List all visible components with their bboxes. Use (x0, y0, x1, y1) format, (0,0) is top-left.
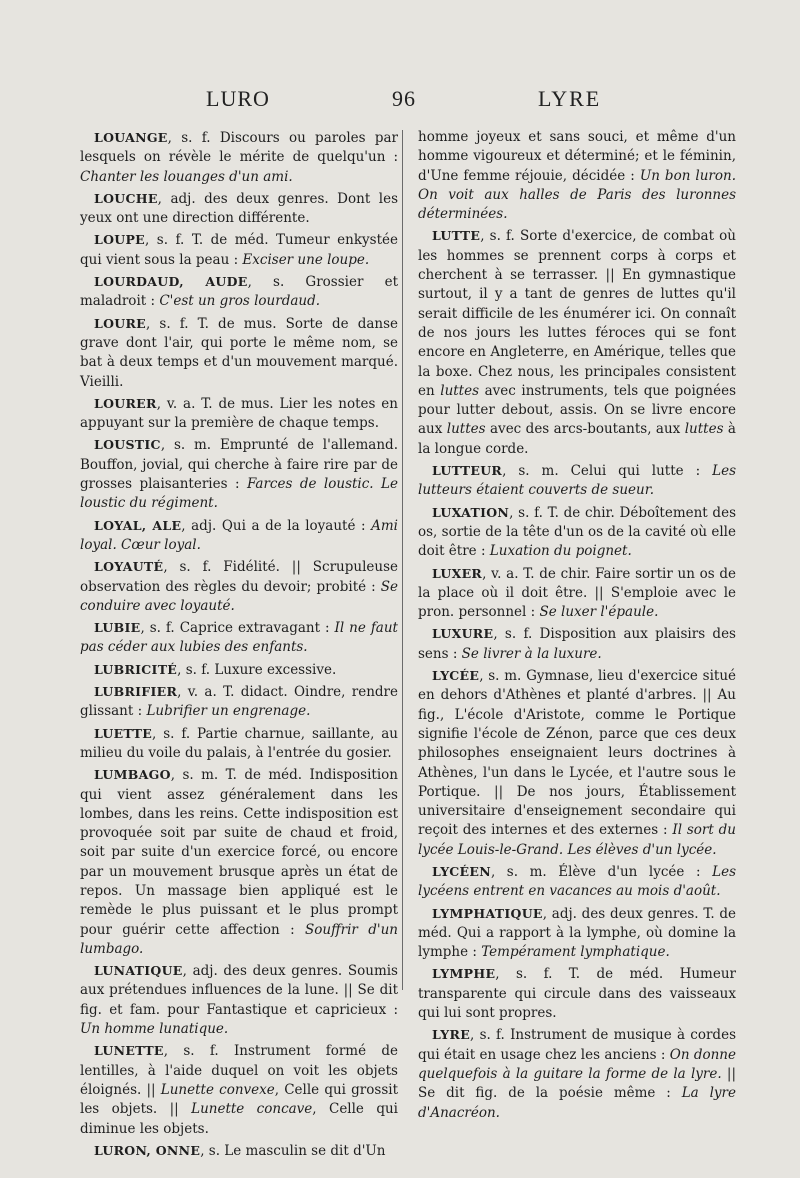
entry-definition: , s. f. Caprice extravagant : (140, 620, 335, 637)
entry-example: Tempérament lymphatique. (481, 944, 670, 961)
entry-headword: LOUCHE (94, 190, 158, 206)
entry-definition: , s. f. Instrument formé de lentilles, à l'aide duquel on voit les objets éloignés. || (80, 1043, 398, 1098)
entry-definition: , adj. des deux genres. Dont les yeux ont une direction différente. (80, 190, 398, 227)
continued-example: Un bon luron. On voit aux halles de Paris des luronnes déterminées. (418, 167, 736, 223)
dictionary-entry (418, 503, 736, 562)
dictionary-entry (80, 516, 398, 556)
entry-definition: , adj. Qui a de la loyauté : (181, 517, 372, 534)
dictionary-entry (418, 226, 736, 459)
dictionary-entry (80, 1041, 398, 1138)
entry-definition: , Celle qui diminue les objets. (80, 1101, 398, 1137)
entry-example: Farces de loustic. Le loustic du régiment. (80, 476, 398, 512)
dictionary-entry (80, 660, 398, 680)
entry-definition: , s. f. Disposition aux plaisirs des sens : (418, 626, 736, 662)
dictionary-entry (80, 435, 398, 513)
entry-definition: , s. f. Partie charnue, saillante, au milieu du voile du palais, à l'entrée du gosier. (80, 725, 398, 761)
dictionary-entry (80, 128, 398, 187)
dictionary-entry (80, 394, 398, 434)
entry-definition: à la longue corde. (418, 421, 736, 457)
entry-definition: , s. Le masculin se dit d'Un (200, 1142, 386, 1159)
header-right-guide-word: LYRE (538, 86, 602, 111)
dictionary-entry (418, 1025, 736, 1122)
dictionary-entry (80, 618, 398, 658)
dictionary-entry (418, 624, 736, 664)
entry-example: Lunette convexe (160, 1081, 275, 1098)
entry-definition: , s. Grossier et maladroit : (80, 274, 399, 310)
entry-headword: LUETTE (94, 725, 153, 741)
entry-definition: , v. a. T. de mus. Lier les notes en appuyant sur la première de chaque temps. (80, 395, 398, 432)
dictionary-entry (418, 964, 736, 1023)
entry-definition: , s. m. Emprunté de l'allemand. Bouffon, jovial, qui cherche à faire rire par de grosses plaisanteries : (80, 437, 398, 493)
entry-definition: avec des arcs-boutants, aux (485, 421, 685, 438)
entry-example: Lunette concave (191, 1101, 313, 1118)
page-number: 96 (392, 86, 416, 111)
dictionary-entry (80, 724, 398, 764)
entry-definition: , s. m. Celui qui lutte : (502, 463, 713, 480)
entry-definition: , s. f. T. de chir. Déboîtement des os, sortie de la tête d'un os de la cavité où elle doit être : (418, 504, 736, 560)
entry-headword: LUMBAGO (94, 767, 171, 783)
entry-headword: LOYAUTÉ (94, 559, 164, 575)
dictionary-entry (80, 189, 398, 229)
entry-headword: LOUPE (94, 232, 146, 248)
dictionary-entry (418, 904, 736, 963)
entry-example: luttes (684, 421, 724, 438)
dictionary-entry (80, 314, 398, 392)
dictionary-entry (80, 230, 398, 270)
right-column (418, 128, 736, 1125)
entry-example: Se livrer à la luxure. (461, 645, 602, 662)
entry-headword: LYMPHATIQUE (432, 905, 543, 921)
page-header (0, 86, 800, 120)
entry-headword: LOURER (94, 395, 157, 411)
dictionary-entry (80, 682, 398, 722)
entry-headword: LUBIE (94, 620, 141, 636)
entry-example: Se conduire avec loyauté. (80, 578, 398, 614)
header-left-guide-word: LURO (206, 86, 270, 111)
entry-headword: LUBRIFIER (94, 684, 178, 700)
dictionary-entry (80, 272, 398, 312)
entry-definition: , v. a. T. de chir. Faire sortir un os de la place où il doit être. || S'emploie avec le pron. personnel : (418, 565, 736, 621)
entry-example: Les lutteurs étaient couverts de sueur. (418, 463, 736, 499)
entry-definition: , s. f. Discours ou paroles par lesquels on révèle le mérite de quelqu'un : (80, 130, 398, 166)
entry-example: luttes (446, 421, 486, 438)
continued-text: homme joyeux et sans souci, et même d'un homme vigoureux et déterminé; et le féminin, d'Une femme réjouie, décidée : (418, 129, 736, 184)
entry-headword: LURON, ONNE (94, 1142, 201, 1158)
entry-headword: LUTTEUR (432, 463, 503, 479)
entry-definition: , s. f. Sorte d'exercice, de combat où les hommes se prennent corps à corps et cherchent à se terrasser. || En gymnastique surtout, il y a tant de genres de luttes qu'il serait difficile de les énumérer ici. On connaît de nos jours les luttes féroces qui se font encore en Angleterre, en Amérique, telles que la boxe. Chez nous, les principales consistent en (418, 228, 736, 399)
column-divider (402, 130, 403, 990)
entry-definition: , adj. des deux genres. T. de méd. Qui a rapport à la lymphe, où domine la lymphe : (418, 905, 736, 961)
entry-headword: LUNETTE (94, 1043, 164, 1059)
entry-example: La lyre d'Anacréon. (418, 1085, 736, 1121)
entry-definition: , s. f. Luxure excessive. (177, 661, 337, 678)
dictionary-entry (80, 1141, 398, 1161)
dictionary-entry (418, 564, 736, 623)
entry-definition: , s. f. T. de mus. Sorte de danse grave dont l'air, qui porte le même nom, se bat à deux temps et d'un mouvement marqué. Vieilli. (80, 315, 398, 390)
dictionary-entry (80, 765, 398, 959)
entry-headword: LUXER (432, 565, 483, 581)
entry-example: Les lycéens entrent en vacances au mois d'août. (418, 863, 736, 900)
entry-example: Souffrir d'un lumbago. (80, 921, 398, 957)
entry-example: Luxation du poignet. (489, 543, 632, 560)
entry-headword: LYCÉE (432, 668, 480, 684)
entry-example: Se luxer l'épaule. (539, 604, 659, 621)
entry-headword: LUXURE (432, 626, 494, 642)
entry-example: Lubrifier un engrenage. (146, 703, 311, 720)
entry-headword: LOUANGE (94, 130, 168, 145)
entry-definition: avec instruments, tels que poignées pour lutter debout, assis. On se livre encore aux (418, 382, 736, 438)
entry-example: Exciser une loupe. (242, 251, 370, 268)
entry-definition: , s. f. Fidélité. || Scrupuleuse observation des règles du devoir; probité : (80, 559, 398, 595)
entry-headword: LOURE (94, 315, 146, 331)
entry-headword: LOURDAUD, AUDE (94, 274, 248, 290)
entry-definition: , s. m. Gymnase, lieu d'exercice situé en dehors d'Athènes et planté d'arbres. || Au fig., L'école d'Aristote, comme le Portique signifie l'école de Zénon, parce que ces deux philosophes enseignaient leurs doctrines à Athènes, l'un dans le Lycée, et l'autre sous le Portique. || De nos jours, Établissement universitaire d'enseignement secondaire qui reçoit des internes et des externes : (418, 668, 736, 839)
entry-example: Il sort du lycée Louis-le-Grand. Les élèves d'un lycée. (418, 822, 736, 858)
entry-definition: , adj. des deux genres. Soumis aux prétendues influences de la lune. || Se dit fig. et fam. pour Fantastique et capricieux : (80, 963, 398, 1018)
left-column (80, 128, 398, 1163)
entry-definition: , s. f. T. de méd. Tumeur enkystée qui vient sous la peau : (80, 232, 398, 268)
entry-headword: LUXATION (432, 504, 510, 520)
entry-headword: LUBRICITÉ (94, 661, 178, 677)
dictionary-entry (418, 666, 736, 860)
entry-headword: LOUSTIC (94, 437, 161, 453)
entry-headword: LUNATIQUE (94, 963, 183, 979)
entry-example: Un homme lunatique. (80, 1021, 229, 1038)
entry-example: Ami loyal. Cœur loyal. (80, 517, 398, 553)
entry-definition: , s. f. T. de méd. Humeur transparente qui circule dans des vaisseaux qui lui sont propres. (418, 966, 736, 1022)
entry-definition: , s. m. Élève d'un lycée : (490, 863, 713, 880)
entry-example: luttes (440, 382, 480, 399)
dictionary-entry (418, 461, 736, 501)
entry-definition: , s. m. T. de méd. Indisposition qui vient assez généralement dans les lombes, dans les reins. Cette indisposition est provoquée soit par suite de chaud et froid, soit par suite d'un exercice forcé, ou encore par un mouvement brusque après un état de repos. Un massage bien appliqué est le remède le plus puissant et le plus prompt pour guérir cette affection : (80, 767, 398, 938)
entry-headword: LYRE (432, 1027, 471, 1043)
entry-example: Chanter les louanges d'un ami. (80, 168, 293, 185)
entry-headword: LYMPHE (432, 966, 496, 982)
entry-definition: , Celle qui grossit les objets. || (80, 1081, 398, 1118)
entry-example: Il ne faut pas céder aux lubies des enfants. (80, 620, 398, 656)
entry-headword: LUTTE (432, 228, 481, 244)
entry-example: C'est un gros lourdaud. (159, 293, 321, 310)
entry-definition: , v. a. T. didact. Oindre, rendre glissant : (80, 684, 398, 720)
dictionary-entry (80, 557, 398, 616)
entry-definition: || Se dit fig. de la poésie même : (418, 1065, 736, 1102)
entry-headword: LYCÉEN (432, 863, 491, 879)
dictionary-entry (418, 862, 736, 902)
dictionary-entry (80, 961, 398, 1039)
entry-headword: LOYAL, ALE (94, 517, 182, 533)
entry-definition: , s. f. Instrument de musique à cordes qui était en usage chez les anciens : (418, 1027, 736, 1063)
entry-example: On donne quelquefois à la guitare la forme de la lyre. (418, 1046, 736, 1082)
continued-entry (418, 128, 736, 224)
